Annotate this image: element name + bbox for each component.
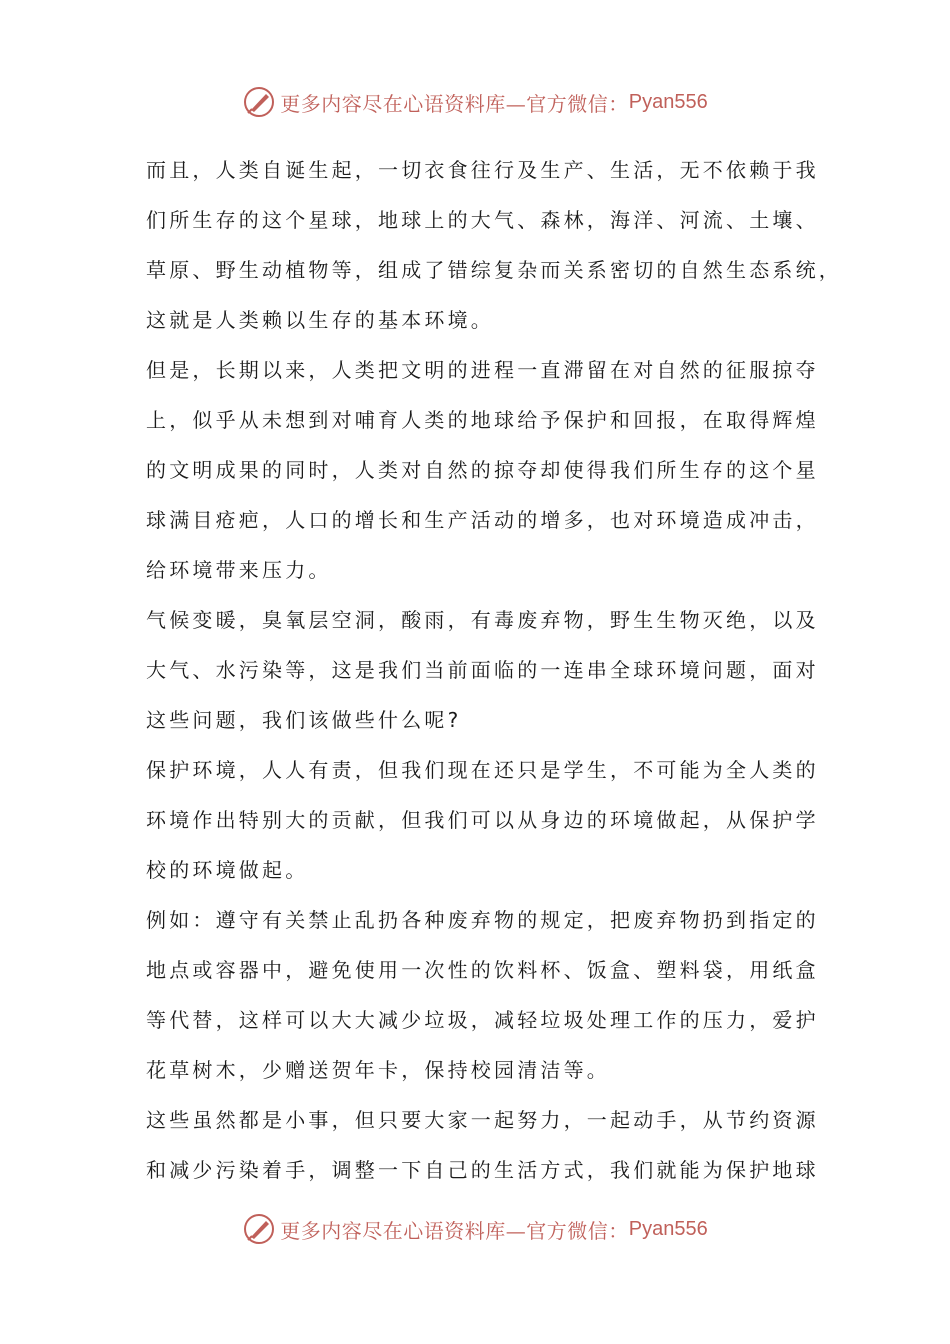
text-line: 而且，人类自诞生起，一切衣食往行及生产、生活，无不依赖于我 xyxy=(146,158,819,182)
text-line: 环境作出特别大的贡献，但我们可以从身边的环境做起，从保护学 xyxy=(146,808,819,832)
paragraph-2 xyxy=(146,345,819,595)
header-banner xyxy=(0,82,950,122)
header-banner-text: 更多内容尽在心语资料库—官方微信： xyxy=(280,91,629,116)
text-line: 给环境带来压力。 xyxy=(146,558,332,582)
text-line: 但是，长期以来，人类把文明的进程一直滞留在对自然的征服掠夺 xyxy=(146,358,819,382)
text-line: 这些问题，我们该做些什么呢? xyxy=(146,708,462,732)
text-line: 们所生存的这个星球，地球上的大气、森林，海洋、河流、土壤、 xyxy=(146,208,819,232)
text-line: 这就是人类赖以生存的基本环境。 xyxy=(146,308,494,332)
text-line: 例如：遵守有关禁止乱扔各种废弃物的规定，把废弃物扔到指定的 xyxy=(146,908,819,932)
footer-wechat-id: Pyan556 xyxy=(628,1217,708,1240)
text-line: 大气、水污染等，这是我们当前面临的一连串全球环境问题，面对 xyxy=(146,658,819,682)
text-line: 球满目疮疤，人口的增长和生产活动的增多，也对环境造成冲击， xyxy=(146,508,819,532)
text-line: 地点或容器中，避免使用一次性的饮料杯、饭盒、塑料袋，用纸盒 xyxy=(146,958,819,982)
footer-banner-text: 更多内容尽在心语资料库—官方微信： xyxy=(280,1218,629,1243)
text-line: 草原、野生动植物等，组成了错综复杂而关系密切的自然生态系统， xyxy=(146,258,842,282)
text-line: 这些虽然都是小事，但只要大家一起努力，一起动手，从节约资源 xyxy=(146,1108,819,1132)
text-line: 等代替，这样可以大大减少垃圾，减轻垃圾处理工作的压力，爱护 xyxy=(146,1008,819,1032)
paragraph-5 xyxy=(146,895,819,1095)
text-line: 校的环境做起。 xyxy=(146,858,309,882)
text-line: 和减少污染着手，调整一下自己的生活方式，我们就能为保护地球 xyxy=(146,1158,819,1182)
text-line: 气候变暖，臭氧层空洞，酸雨，有毒废弃物，野生生物灭绝，以及 xyxy=(146,608,819,632)
text-line: 保护环境，人人有责，但我们现在还只是学生，不可能为全人类的 xyxy=(146,758,819,782)
footer-banner xyxy=(0,1209,950,1249)
header-wechat-id: Pyan556 xyxy=(628,90,708,113)
paragraph-3 xyxy=(146,595,819,745)
document-body xyxy=(146,145,842,1195)
paragraph-1 xyxy=(146,145,842,345)
paragraph-4 xyxy=(146,745,819,895)
quill-logo-icon xyxy=(242,85,276,119)
paragraph-6 xyxy=(146,1095,819,1195)
text-line: 花草树木，少赠送贺年卡，保持校园清洁等。 xyxy=(146,1058,610,1082)
quill-logo-icon xyxy=(242,1212,276,1246)
text-line: 上，似乎从未想到对哺育人类的地球给予保护和回报，在取得辉煌 xyxy=(146,408,819,432)
text-line: 的文明成果的同时，人类对自然的掠夺却使得我们所生存的这个星 xyxy=(146,458,819,482)
